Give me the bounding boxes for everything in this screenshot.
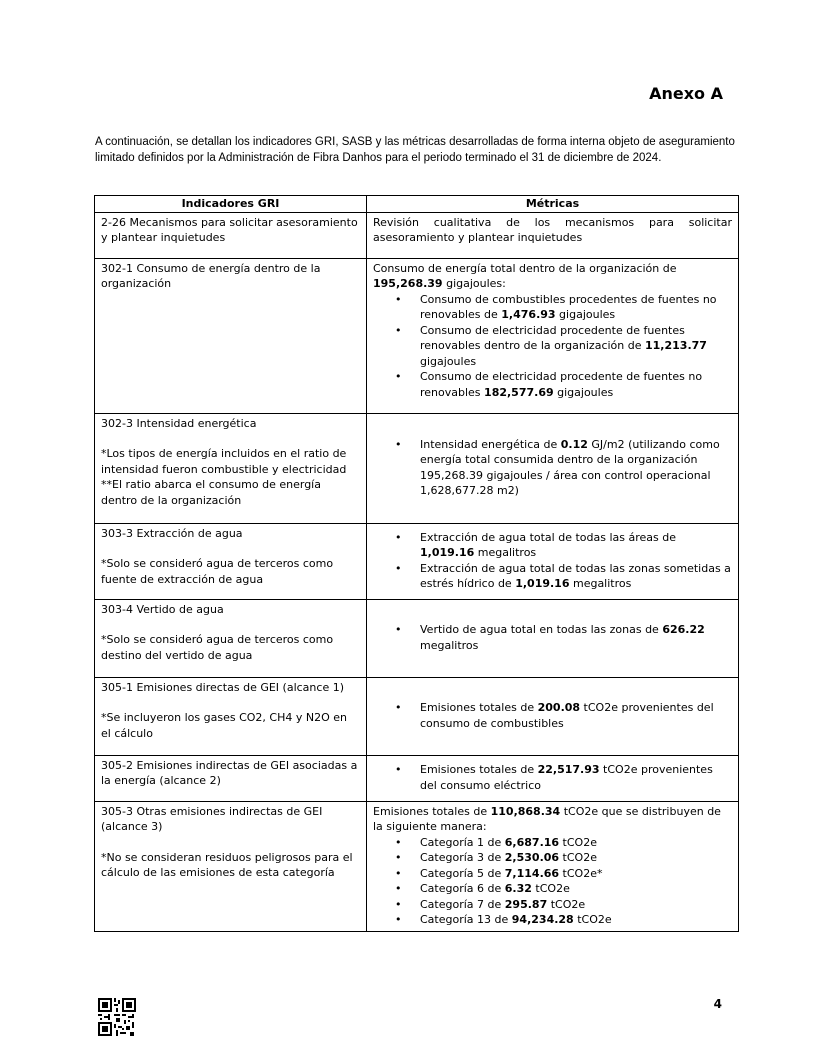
list-item: • Categoría 7 de 295.87 tCO2e [373,897,732,913]
indicator-note: *No se consideran residuos peligrosos para el cálculo de las emisiones de esta categoría [101,850,353,879]
header-metrics: Métricas [367,196,739,213]
indicator-cell [95,677,367,755]
metric-cell [367,801,739,931]
list-item: • Consumo de electricidad procedente de fuentes no renovables 182,577.69 gigajoules [373,369,732,400]
indicator-title: 302-1 Consumo de energía dentro de la organización [101,261,321,290]
list-item: • Intensidad energética de 0.12 GJ/m2 (utilizando como energía total consumida dentro de la organización 195,268.39 gigajoules / área con control operacional 1,628,677.28 m2) [373,437,732,499]
indicator-cell [95,801,367,931]
list-item: • Categoría 6 de 6.32 tCO2e [373,881,732,897]
list-item: • Emisiones totales de 22,517.93 tCO2e provenientes del consumo eléctrico [373,762,732,793]
list-item: • Extracción de agua total de todas las áreas de 1,019.16 megalitros [373,530,732,561]
metric-text: Revisión cualitativa de los mecanismos para solicitar asesoramiento y plantear inquietudes [373,215,732,244]
metric-list [373,530,732,592]
qr-code-icon [98,998,136,1036]
metric-cell [367,413,739,523]
indicator-title: 305-1 Emisiones directas de GEI (alcance 1) [101,680,344,694]
table-row [95,212,739,258]
indicator-title: 303-4 Vertido de agua [101,602,224,616]
indicators-table [94,195,739,932]
indicator-cell [95,755,367,801]
indicator-cell [95,212,367,258]
list-item: • Vertido de agua total en todas las zonas de 626.22 megalitros [373,622,732,653]
list-item: • Categoría 5 de 7,114.66 tCO2e* [373,866,732,882]
list-item: • Consumo de electricidad procedente de fuentes renovables dentro de la organización de 11,213.77 gigajoules [373,323,732,370]
table-row [95,677,739,755]
indicator-title: 305-3 Otras emisiones indirectas de GEI (alcance 3) [101,804,323,833]
table-row [95,801,739,931]
list-item: • Consumo de combustibles procedentes de fuentes no renovables de 1,476.93 gigajoules [373,292,732,323]
metric-cell [367,599,739,677]
list-item: • Categoría 1 de 6,687.16 tCO2e [373,835,732,851]
indicator-cell [95,413,367,523]
header-indicators: Indicadores GRI [95,196,367,213]
list-item: • Emisiones totales de 200.08 tCO2e provenientes del consumo de combustibles [373,700,732,731]
metric-list [373,700,732,731]
indicator-title: 305-2 Emisiones indirectas de GEI asociadas a la energía (alcance 2) [101,758,358,787]
metric-intro: Consumo de energía total dentro de la organización de 195,268.39 gigajoules: [373,261,677,290]
indicator-note: *Solo se consideró agua de terceros como destino del vertido de agua [101,633,334,662]
metric-cell [367,523,739,599]
metric-list [373,622,732,653]
indicator-cell [95,599,367,677]
table-row [95,523,739,599]
table-row [95,599,739,677]
metric-list [373,835,732,928]
page-number: 4 [713,997,722,1011]
indicator-note: *Los tipos de energía incluidos en el ratio de intensidad fueron combustible y electricidad [101,447,347,476]
metric-list [373,437,732,499]
metric-cell [367,677,739,755]
annex-title: Anexo A [649,84,723,103]
indicator-note: *Se incluyeron los gases CO2, CH4 y N2O en el cálculo [101,711,347,740]
indicator-note: *Solo se consideró agua de terceros como fuente de extracción de agua [101,557,334,586]
table-row [95,755,739,801]
metric-list [373,762,732,793]
indicator-note: **El ratio abarca el consumo de energía dentro de la organización [101,478,321,507]
table-header-row [95,196,739,213]
list-item: • Categoría 13 de 94,234.28 tCO2e [373,912,732,928]
metric-list [373,292,732,401]
indicator-cell [95,258,367,413]
metric-cell [367,755,739,801]
metric-cell [367,212,739,258]
indicator-title: 303-3 Extracción de agua [101,526,243,540]
indicator-title: 302-3 Intensidad energética [101,416,257,430]
metric-cell [367,258,739,413]
table-row [95,413,739,523]
indicator-cell [95,523,367,599]
indicator-title: 2-26 Mecanismos para solicitar asesoramiento y plantear inquietudes [101,215,358,244]
metric-intro: Emisiones totales de 110,868.34 tCO2e que se distribuyen de la siguiente manera: [373,804,721,833]
table-row [95,258,739,413]
list-item: • Categoría 3 de 2,530.06 tCO2e [373,850,732,866]
list-item: • Extracción de agua total de todas las zonas sometidas a estrés hídrico de 1,019.16 megalitros [373,561,732,592]
intro-paragraph: A continuación, se detallan los indicadores GRI, SASB y las métricas desarrolladas de forma interna objeto de aseguramiento limitado definidos por la Administración de Fibra Danhos para el periodo terminado el 31 de diciembre de 2024. [95,136,735,164]
